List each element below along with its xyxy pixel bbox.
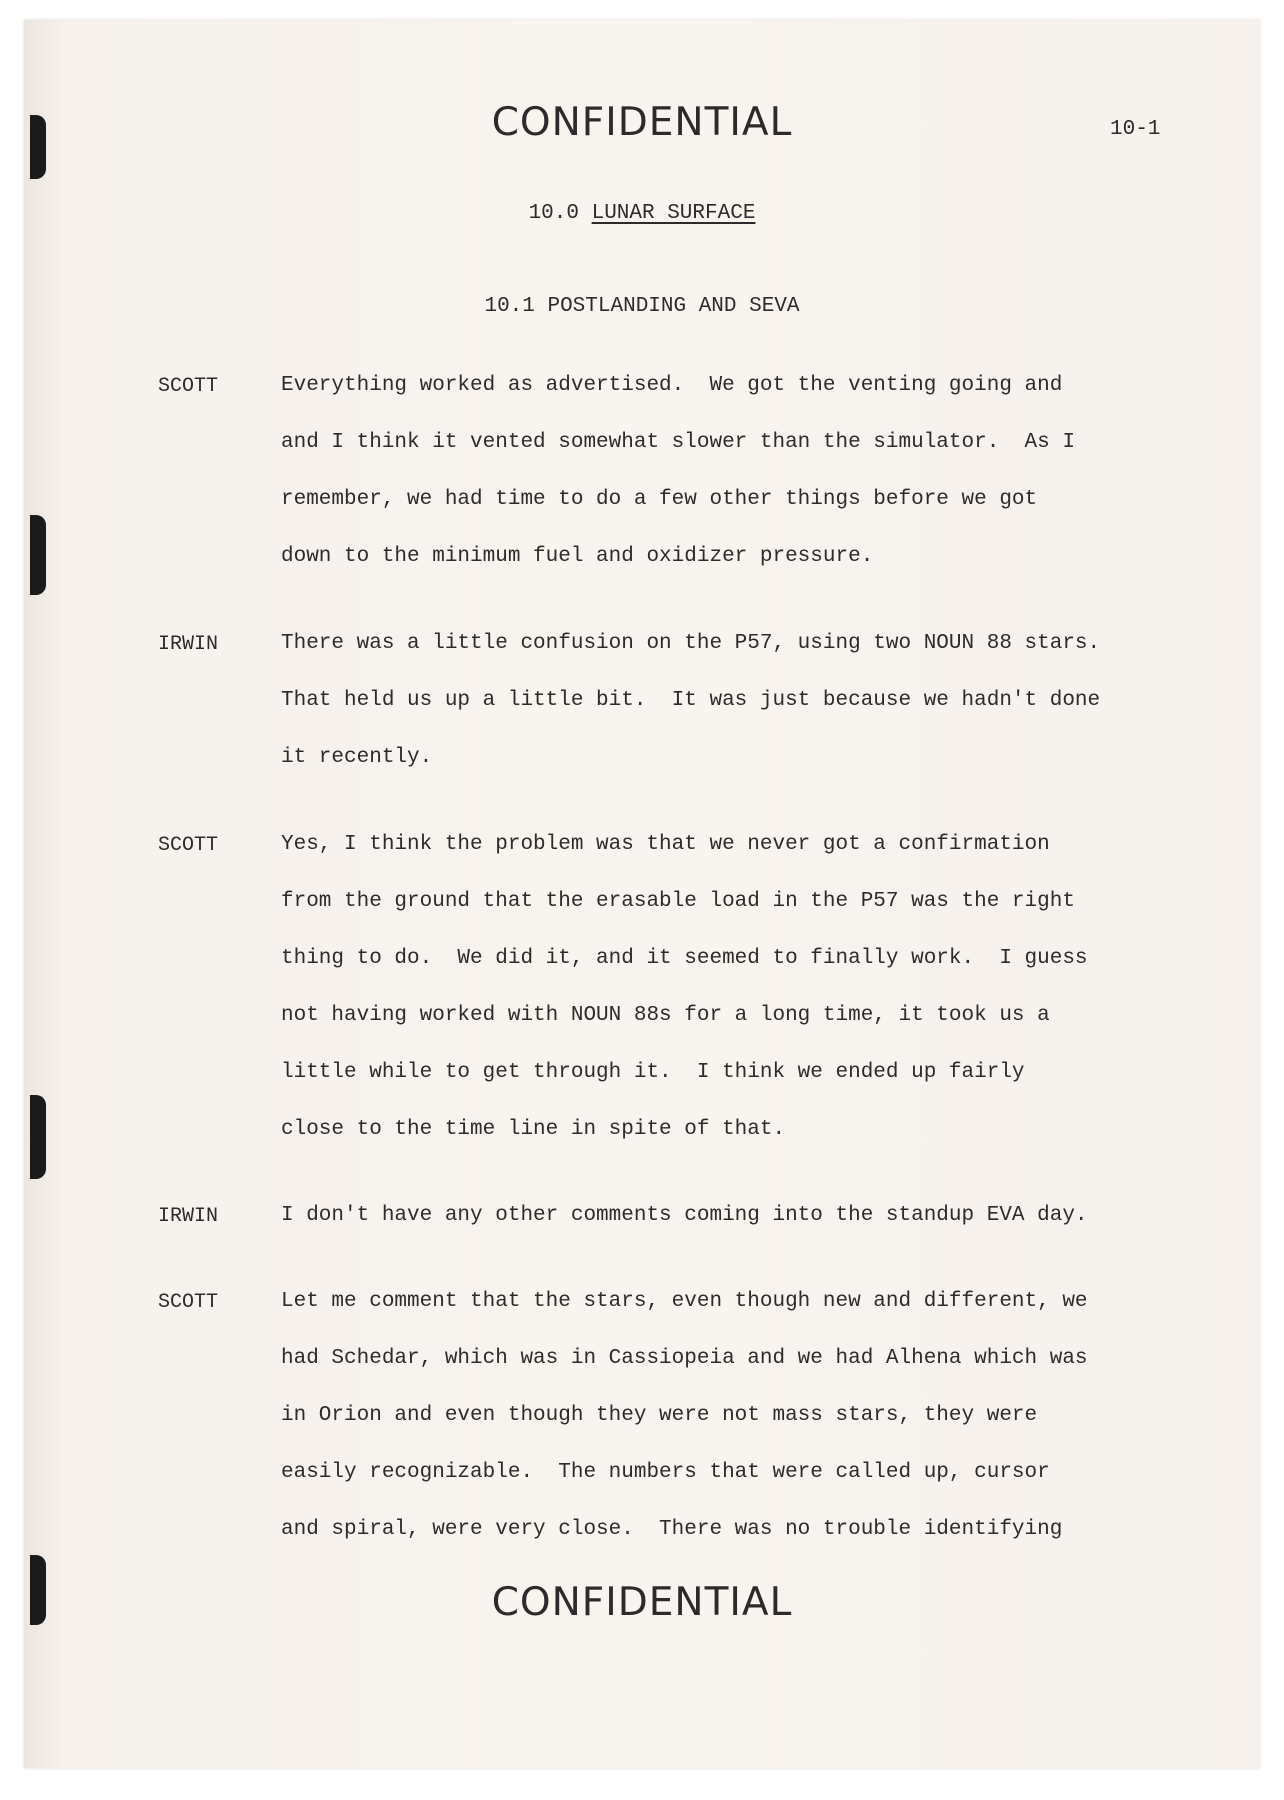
- section-title: LUNAR SURFACE: [591, 202, 756, 225]
- transcript-line: I don't have any other comments coming into the standup EVA day.: [281, 1204, 1088, 1227]
- transcript-line: it recently.: [281, 746, 433, 769]
- speaker-label: SCOTT: [158, 375, 219, 398]
- transcript-line: thing to do. We did it, and it seemed to finally work. I guess: [281, 947, 1088, 970]
- transcript-line: and I think it vented somewhat slower than the simulator. As I: [281, 431, 1075, 454]
- transcript-line: from the ground that the erasable load in the P57 was the right: [281, 890, 1075, 913]
- transcript-line: Yes, I think the problem was that we never got a confirmation: [281, 833, 1050, 856]
- speaker-label: IRWIN: [158, 633, 219, 656]
- transcript-line: down to the minimum fuel and oxidizer pressure.: [281, 545, 874, 568]
- speaker-label: SCOTT: [158, 834, 219, 857]
- speaker-label: SCOTT: [158, 1291, 219, 1314]
- subsection-heading: 10.1 POSTLANDING AND SEVA: [484, 295, 800, 318]
- classification-header: CONFIDENTIAL: [491, 100, 793, 145]
- binding-hole: [30, 1095, 46, 1179]
- page-number: 10-1: [1110, 118, 1161, 141]
- transcript-line: had Schedar, which was in Cassiopeia and we had Alhena which was: [281, 1347, 1088, 1370]
- transcript-line: close to the time line in spite of that.: [281, 1118, 786, 1141]
- transcript-line: There was a little confusion on the P57, using two NOUN 88 stars.: [281, 632, 1101, 655]
- speaker-label: IRWIN: [158, 1205, 219, 1228]
- transcript-line: Everything worked as advertised. We got the venting going and: [281, 374, 1063, 397]
- section-heading: [0, 202, 1284, 225]
- transcript-line: and spiral, were very close. There was no trouble identifying: [281, 1518, 1063, 1541]
- transcript-line: remember, we had time to do a few other things before we got: [281, 488, 1038, 511]
- transcript-line: little while to get through it. I think we ended up fairly: [281, 1061, 1025, 1084]
- transcript-line: Let me comment that the stars, even though new and different, we: [281, 1290, 1088, 1313]
- transcript-line: in Orion and even though they were not mass stars, they were: [281, 1404, 1038, 1427]
- binding-hole: [30, 515, 46, 595]
- transcript-line: easily recognizable. The numbers that were called up, cursor: [281, 1461, 1050, 1484]
- section-number: 10.0: [528, 202, 579, 225]
- transcript-line: not having worked with NOUN 88s for a long time, it took us a: [281, 1004, 1050, 1027]
- classification-footer: CONFIDENTIAL: [491, 1580, 793, 1625]
- transcript-line: That held us up a little bit. It was just because we hadn't done: [281, 689, 1101, 712]
